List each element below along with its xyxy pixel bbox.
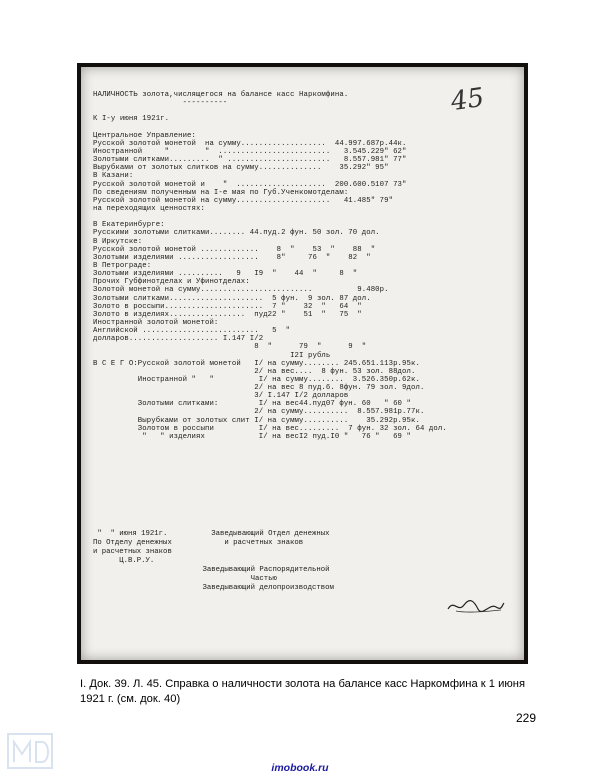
handwritten-signature (446, 597, 506, 615)
document-scan (77, 63, 528, 664)
footer-line: и расчетных знаков (93, 548, 172, 556)
typed-line: 8 " 79 " 9 " (93, 343, 367, 352)
typed-line: Золотыми слитками......... " ....................... 8.557.981" 77" (93, 156, 407, 165)
typed-line: Вырубками от золотых слитков на сумму.............. 35.292" 95" (93, 164, 389, 173)
typed-line: Золото в изделиях................. пуд22 " 51 " 75 " (93, 310, 362, 319)
typed-line: 2/ на вес 8 пуд.6. 8фун. 79 зол. 9дол. (93, 384, 425, 393)
typed-line: Золотыми слитками..................... 5 фун. 9 зол. 87 дол. (93, 294, 371, 303)
typed-line: Иностранной " " ......................... 3.545.229" 62" (93, 147, 407, 156)
typed-line: В Иркутске: (93, 237, 143, 246)
footer-line: Частью (93, 575, 277, 583)
typed-line: Золотом в россыпи I/ на вес......... 7 фун. 32 зол. 64 дол. (93, 424, 447, 433)
typed-line: Центральное Управление: (93, 131, 197, 140)
page-number: 229 (516, 711, 537, 725)
footer-line: Заведывающий делопроизводством (93, 584, 334, 592)
typed-line: Иностранной золотой монетой: (93, 318, 219, 327)
typed-line: 2/ на вес.... 8 фун. 53 зол. 88дол. (93, 367, 416, 376)
typed-line: Русскими золотыми слитками........ 44.пуд.2 фун. 50 зол. 70 дол. (93, 229, 380, 238)
typed-line: ---------- (93, 99, 228, 108)
typed-line: В Екатеринбурге: (93, 221, 165, 230)
footer-line: Заведывающий Распорядительной (93, 566, 330, 574)
typed-line: 2/ на сумму.......... 8.557.981р.77к. (93, 408, 425, 417)
typed-line: Золотой монетой на сумму......................... 9.480р. (93, 286, 389, 295)
footer-line: По Отделу денежных и расчетных знаков (93, 539, 304, 547)
handwritten-page-number: 45 (448, 82, 486, 118)
typed-report-body (93, 91, 514, 441)
typed-line: Вырубками от золотых слит I/ на сумму.......... 35.292р.95к. (93, 416, 420, 425)
typed-line: " " изделиях I/ на весI2 пуд.I0 " 76 " 69 " (93, 432, 411, 441)
typed-line: В Петрограде: (93, 261, 152, 270)
typed-line: долларов.................... I.147 I/2 (93, 335, 264, 344)
typed-line: В С Е Г О:Русской золотой монетой I/ на сумму........ 245.651.113р.95к. (93, 359, 420, 368)
typed-line (93, 124, 514, 132)
typed-line: I2I рубль (93, 351, 331, 360)
typed-line: Золото в россыпи...................... 7 " 32 " 64 " (93, 302, 362, 311)
typed-line: Иностранной " " I/ на сумму........ 3.526.350р.62к. (93, 375, 420, 384)
typed-line: Русской золотой монетой и " .................... 200.600.5107 73" (93, 180, 407, 189)
typed-line: Русской золотой монетой на сумму..................... 41.485" 79" (93, 196, 394, 205)
footer-line: Ц.В.Р.У. (93, 557, 155, 565)
figure-caption: I. Док. 39. Л. 45. Справка о наличности золота на балансе касс Наркомфина к 1 июня 1921 г. (см. док. 40) (80, 678, 526, 705)
site-link[interactable]: imobook.ru (271, 762, 329, 774)
typed-line: Русской золотой монетой на сумму................... 44.997.687р.44к. (93, 139, 407, 148)
typed-line: Золотыми изделиями .................. 8" 76 " 82 " (93, 253, 371, 262)
typed-line: НАЛИЧНОСТЬ золота,числящегося на балансе касс Наркомфина. (93, 91, 349, 99)
typed-line: К I-у июня 1921г. (93, 115, 170, 124)
signature-block (93, 530, 514, 593)
typed-line: Русской золотой монетой ............. 8 " 53 " 88 " (93, 245, 376, 254)
typed-line (93, 107, 514, 115)
typed-line: 3/ I.147 I/2 долларов (93, 392, 349, 401)
typed-line: Золотыми слитками: I/ на вес44.пуд07 фун. 60 " 60 " (93, 400, 411, 409)
typed-line: Золотыми изделиями .......... 9 I9 " 44 " 8 " (93, 270, 358, 279)
footer-line: " " июня 1921г. Заведывающий Отдел денежных (93, 530, 330, 538)
typed-line: По сведениям полученным на I-е мая по Губ.Ученкомотделам: (93, 188, 349, 197)
typed-line: на переходящих ценностях: (93, 204, 205, 213)
typed-line: Английской .......................... 5 " (93, 327, 291, 336)
typed-line: Прочих Губфинотделах и Уфинотделах: (93, 278, 250, 287)
document-paper (81, 67, 524, 660)
typed-line: В Казани: (93, 172, 134, 181)
